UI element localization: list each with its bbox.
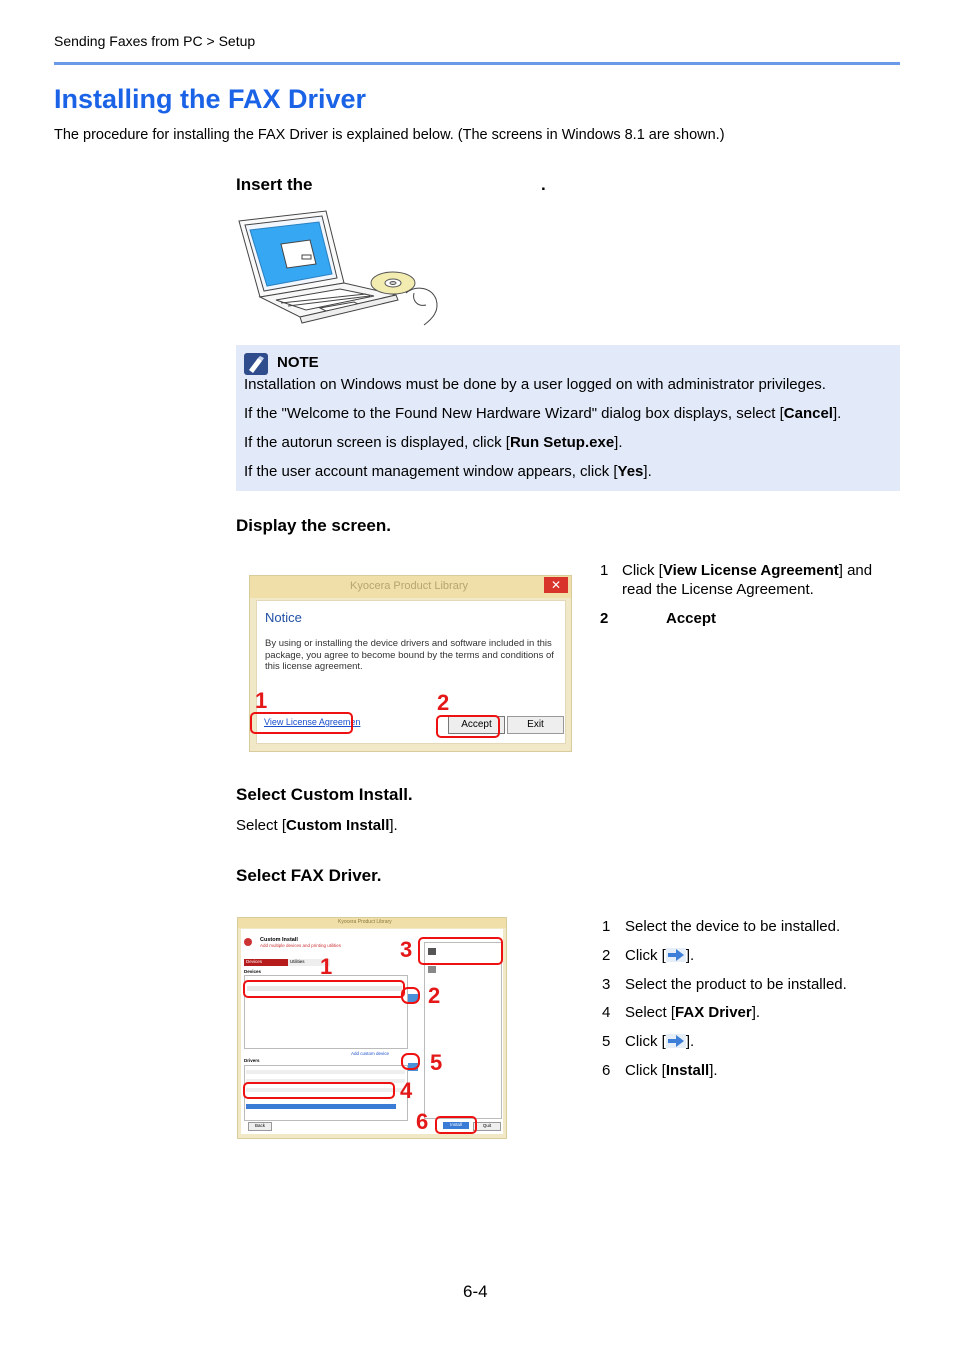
printer-icon	[428, 966, 436, 973]
step4-item-3: Select the product to be installed.	[625, 976, 847, 993]
disc-icon	[371, 272, 415, 294]
step4-item-1-num: 1	[602, 918, 611, 935]
page-title: Installing the FAX Driver	[54, 84, 367, 114]
note-line-4: If the user account management window appears, click [Yes].	[244, 463, 652, 480]
tab-utilities[interactable]: Utilities	[288, 959, 330, 966]
exit-button[interactable]: Exit	[507, 716, 564, 734]
driver-row[interactable]	[246, 1070, 405, 1074]
step1-heading-end: .	[541, 175, 546, 194]
note-title: NOTE	[277, 354, 319, 371]
callout-box-3	[418, 937, 503, 965]
callout-number-2: 2	[428, 983, 441, 1008]
step2-item-1-line2: read the License Agreement.	[622, 581, 814, 598]
right-arrow-icon	[666, 1034, 686, 1048]
view-license-link[interactable]: View License Agreemen	[264, 717, 361, 727]
callout-number-4: 4	[400, 1078, 413, 1103]
callout-box-4	[243, 1082, 395, 1099]
intro-text: The procedure for installing the FAX Driver is explained below. (The screens in Windows 8.1 are shown.)	[54, 127, 725, 143]
callout-number-6: 6	[416, 1109, 429, 1134]
step4-item-6-num: 6	[602, 1062, 611, 1079]
step3-heading: Select Custom Install.	[236, 785, 413, 804]
header-rule	[54, 62, 900, 65]
callout-box-2	[401, 987, 420, 1004]
callout-box-1	[250, 712, 353, 734]
step4-item-5: Click [ ].	[625, 1033, 695, 1050]
step2-item-2: Accept	[666, 610, 717, 627]
back-button[interactable]: Back	[248, 1122, 272, 1131]
breadcrumb: Sending Faxes from PC > Setup	[54, 33, 256, 49]
drivers-label: Drivers	[244, 1058, 260, 1063]
selected-products-panel	[424, 942, 502, 1119]
notice-body: By using or installing the device drivers and software included in this package, you agree to become bound by the terms and conditions of this license agreement.	[265, 638, 554, 672]
callout-number-1: 1	[255, 688, 268, 713]
note-icon	[244, 353, 268, 375]
step1-heading-start: Insert the	[236, 175, 313, 194]
close-icon[interactable]: ✕	[544, 577, 568, 593]
step4-item-4: Select [FAX Driver].	[625, 1004, 761, 1021]
callout-box-6	[435, 1116, 477, 1134]
right-arrow-icon	[666, 948, 686, 962]
note-line-3: If the autorun screen is displayed, click [Run Setup.exe].	[244, 434, 623, 451]
step4-item-6: Click [Install].	[625, 1062, 718, 1079]
devices-label: Devices	[244, 969, 262, 974]
fax-driver-row[interactable]	[246, 1104, 396, 1109]
step4-item-2-num: 2	[602, 947, 611, 964]
step4-item-1: Select the device to be installed.	[625, 918, 841, 935]
step2-item-1: Click [View License Agreement] and	[622, 562, 873, 579]
quit-button[interactable]: Quit	[473, 1122, 501, 1131]
notice-heading: Notice	[265, 610, 302, 625]
callout-number-5: 5	[430, 1050, 443, 1075]
callout-number-2: 2	[437, 690, 450, 715]
laptop-disc-illustration	[236, 207, 446, 329]
tab-devices[interactable]: Devices	[244, 959, 288, 966]
accept-button[interactable]: Accept	[448, 716, 505, 734]
step4-item-5-num: 5	[602, 1033, 611, 1050]
step3-text: Select [Custom Install].	[236, 817, 398, 834]
step4-heading: Select FAX Driver.	[236, 866, 382, 885]
step4-item-3-num: 3	[602, 976, 611, 993]
step4-item-2: Click [ ].	[625, 947, 695, 964]
note-line-2: If the "Welcome to the Found New Hardware Wizard" dialog box displays, select [Cancel].	[244, 405, 842, 422]
note-line-1: Installation on Windows must be done by a user logged on with administrator privileges.	[244, 376, 826, 393]
dialog-title: Kyocera Product Library	[350, 580, 468, 592]
install-button[interactable]: Install	[443, 1122, 469, 1129]
custom-install-subtitle: Add multiple devices and printing utilities	[260, 943, 342, 948]
add-custom-device-link[interactable]: Add custom device	[351, 1051, 390, 1056]
step2-item-1-num: 1	[600, 562, 609, 579]
callout-number-3: 3	[400, 937, 413, 962]
custom-install-title: Custom Install	[260, 937, 298, 943]
callout-number-1: 1	[320, 954, 333, 979]
callout-box-5	[401, 1053, 420, 1070]
step2-heading: Display the screen.	[236, 516, 391, 535]
step4-item-4-num: 4	[602, 1004, 611, 1021]
page-number: 6-4	[463, 1282, 488, 1301]
step2-item-2-num: 2	[600, 610, 609, 627]
callout-box-1	[243, 980, 405, 998]
kyocera-logo-icon	[244, 938, 252, 946]
dialog-title: Kyocera Product Library	[338, 919, 392, 925]
callout-box-2	[436, 715, 500, 738]
